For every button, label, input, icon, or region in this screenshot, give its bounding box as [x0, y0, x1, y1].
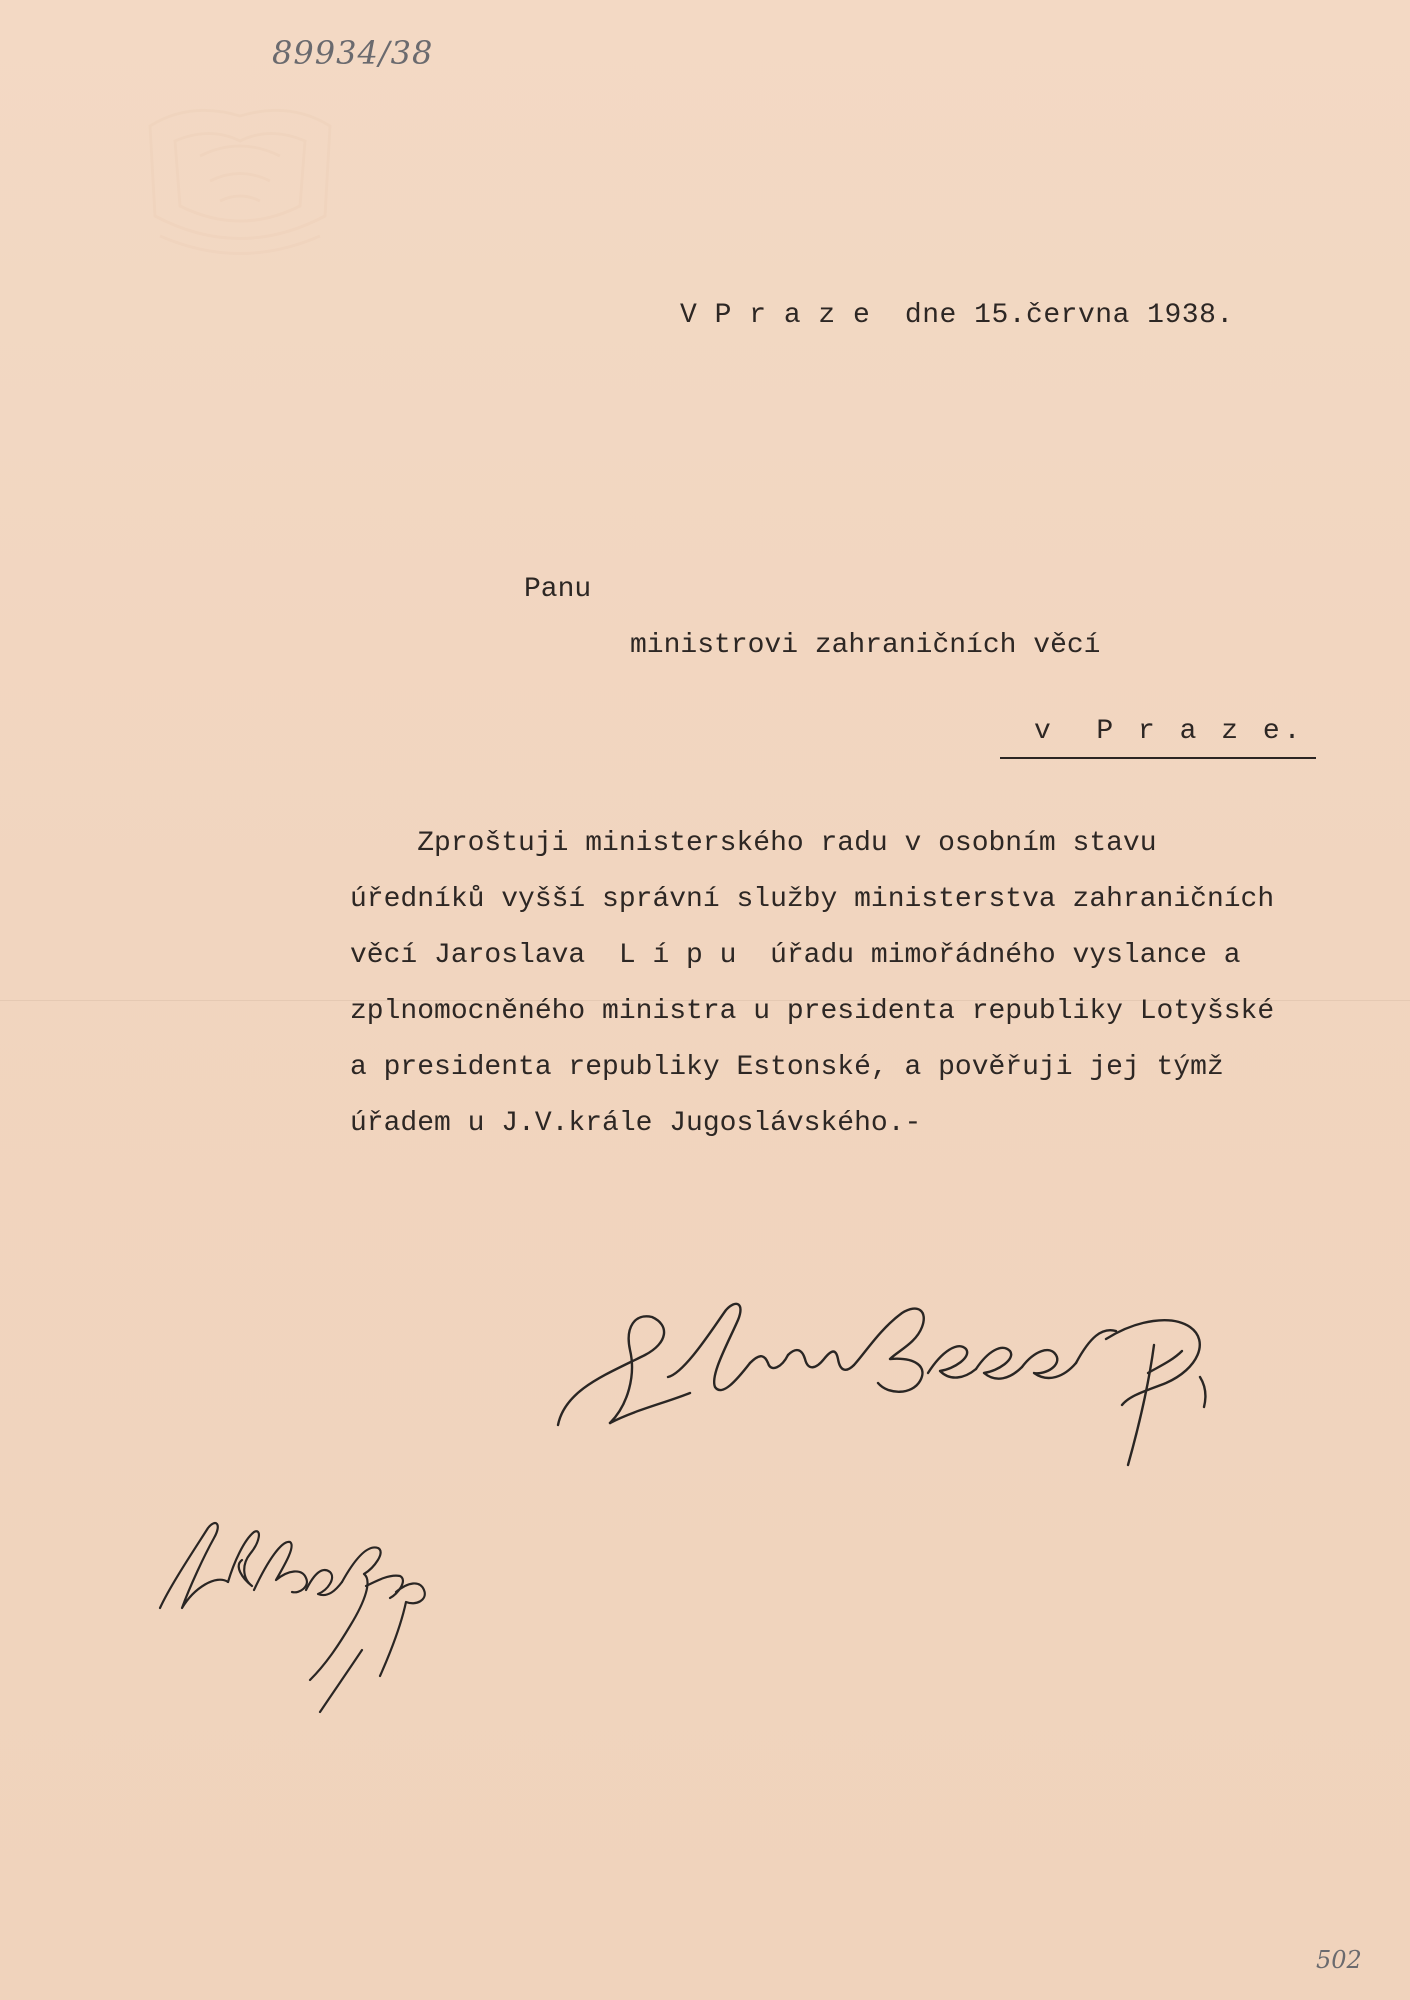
body-line: úřadem u J.V.krále Jugoslávského.-	[350, 1107, 922, 1139]
benes-signature	[550, 1255, 1290, 1505]
addressee-location: v P r a z e.	[1034, 716, 1305, 747]
body-line: úředníků vyšší správní služby ministerstva zahraničních	[350, 883, 1275, 915]
body-line: Zproštuji ministerského radu v osobním stavu	[350, 827, 1157, 859]
date-line: V P r a z e dne 15.června 1938.	[680, 300, 1234, 331]
embossed-seal-icon	[130, 96, 350, 266]
letter-body	[350, 815, 1330, 1151]
page-number: 502	[1316, 1946, 1362, 1974]
addressee-title: ministrovi zahraničních věcí	[630, 630, 1101, 661]
location-underline	[1000, 757, 1316, 759]
body-line: věcí Jaroslava L í p u úřadu mimořádného vyslance a	[350, 939, 1241, 971]
body-line: a presidenta republiky Estonské, a pověřuji jej týmž	[350, 1051, 1224, 1083]
salutation: Panu	[524, 574, 592, 605]
body-line: zplnomocněného ministra u presidenta republiky Lotyšské	[350, 995, 1275, 1027]
krofta-signature	[150, 1490, 440, 1730]
archive-number: 89934/38	[272, 34, 434, 72]
